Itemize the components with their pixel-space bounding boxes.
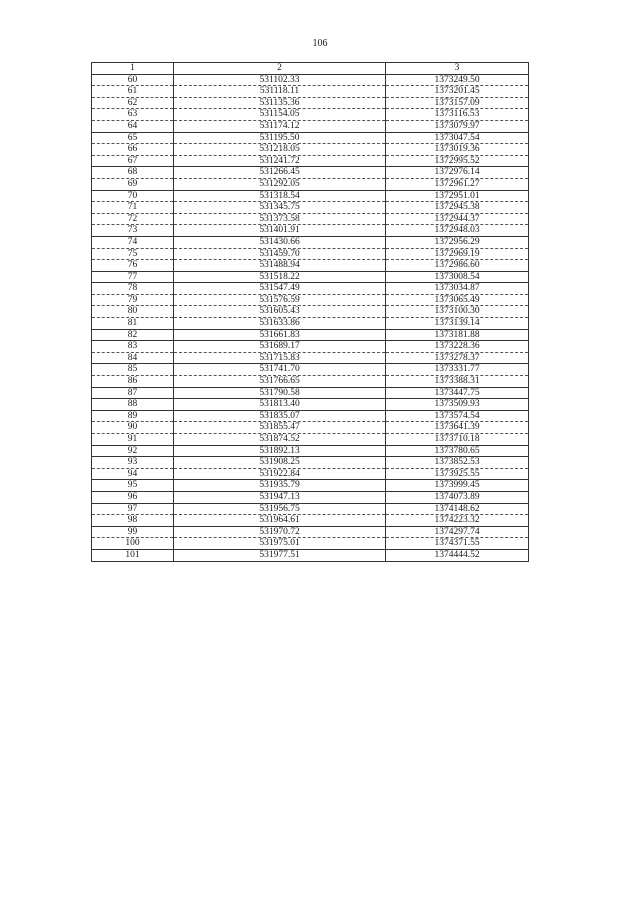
point-number-cell: 90 [92,422,174,434]
x-coordinate-cell: 531661.83 [174,329,386,341]
x-coordinate-cell: 531835.07 [174,410,386,422]
x-coordinate-cell: 531874.52 [174,434,386,446]
point-number-cell: 64 [92,120,174,132]
x-coordinate-cell: 531266.45 [174,167,386,179]
point-number-cell: 95 [92,480,174,492]
point-number-cell: 99 [92,526,174,538]
y-coordinate-cell: 1372944.37 [386,213,529,225]
x-coordinate-cell: 531318.54 [174,190,386,202]
point-number-cell: 67 [92,155,174,167]
table-row [92,399,529,411]
y-coordinate-cell: 1374148.62 [386,503,529,515]
x-coordinate-cell: 531576.59 [174,294,386,306]
table-row [92,74,529,86]
table-row [92,120,529,132]
point-number-cell: 100 [92,538,174,550]
y-coordinate-cell: 1373157.09 [386,97,529,109]
point-number-cell: 96 [92,491,174,503]
y-coordinate-cell: 1373065.49 [386,294,529,306]
x-coordinate-cell: 531715.83 [174,352,386,364]
table-row [92,480,529,492]
y-coordinate-cell: 1372969.19 [386,248,529,260]
x-coordinate-cell: 531813.40 [174,399,386,411]
y-coordinate-cell: 1373139.14 [386,318,529,330]
x-coordinate-cell: 531970.72 [174,526,386,538]
x-coordinate-cell: 531908.25 [174,457,386,469]
table-row [92,190,529,202]
table-row [92,410,529,422]
point-number-cell: 97 [92,503,174,515]
y-coordinate-cell: 1372948.03 [386,225,529,237]
x-coordinate-cell: 531518.22 [174,271,386,283]
point-number-cell: 87 [92,387,174,399]
point-number-cell: 68 [92,167,174,179]
x-coordinate-cell: 531855.47 [174,422,386,434]
y-coordinate-cell: 1372961.27 [386,178,529,190]
table-row [92,515,529,527]
x-coordinate-cell: 531241.72 [174,155,386,167]
column-header-3: 3 [386,63,529,75]
point-number-cell: 94 [92,468,174,480]
y-coordinate-cell: 1374073.89 [386,491,529,503]
y-coordinate-cell: 1373388.31 [386,376,529,388]
table-row [92,225,529,237]
page-number: 106 [312,38,328,49]
point-number-cell: 83 [92,341,174,353]
y-coordinate-cell: 1373331.77 [386,364,529,376]
point-number-cell: 85 [92,364,174,376]
x-coordinate-cell: 531947.13 [174,491,386,503]
x-coordinate-cell: 531459.70 [174,248,386,260]
x-coordinate-cell: 531373.58 [174,213,386,225]
table-row [92,364,529,376]
point-number-cell: 72 [92,213,174,225]
table-row [92,97,529,109]
point-number-cell: 76 [92,260,174,272]
x-coordinate-cell: 531292.05 [174,178,386,190]
x-coordinate-cell: 531345.75 [174,202,386,214]
y-coordinate-cell: 1373201.45 [386,86,529,98]
x-coordinate-cell: 531547.49 [174,283,386,295]
x-coordinate-cell: 531605.43 [174,306,386,318]
x-coordinate-cell: 531892.13 [174,445,386,457]
y-coordinate-cell: 1374297.74 [386,526,529,538]
point-number-cell: 86 [92,376,174,388]
y-coordinate-cell: 1374371.55 [386,538,529,550]
y-coordinate-cell: 1373116.53 [386,109,529,121]
table-row [92,549,529,561]
table-row [92,271,529,283]
table-row [92,144,529,156]
x-coordinate-cell: 531964.61 [174,515,386,527]
x-coordinate-cell: 531790.58 [174,387,386,399]
point-number-cell: 77 [92,271,174,283]
point-number-cell: 75 [92,248,174,260]
coordinates-table [91,62,529,562]
y-coordinate-cell: 1372951.01 [386,190,529,202]
point-number-cell: 63 [92,109,174,121]
point-number-cell: 91 [92,434,174,446]
table-row [92,236,529,248]
x-coordinate-cell: 531977.51 [174,549,386,561]
table-row [92,434,529,446]
y-coordinate-cell: 1374444.52 [386,549,529,561]
x-coordinate-cell: 531135.36 [174,97,386,109]
x-coordinate-cell: 531633.86 [174,318,386,330]
point-number-cell: 62 [92,97,174,109]
y-coordinate-cell: 1372976.14 [386,167,529,179]
table-row [92,538,529,550]
y-coordinate-cell: 1373008.54 [386,271,529,283]
x-coordinate-cell: 531401.91 [174,225,386,237]
table-row [92,260,529,272]
y-coordinate-cell: 1373999.45 [386,480,529,492]
point-number-cell: 98 [92,515,174,527]
table-row [92,352,529,364]
table-row [92,155,529,167]
point-number-cell: 70 [92,190,174,202]
table-row [92,318,529,330]
table-row [92,202,529,214]
y-coordinate-cell: 1373852.53 [386,457,529,469]
y-coordinate-cell: 1373100.30 [386,306,529,318]
table-row [92,503,529,515]
x-coordinate-cell: 531956.75 [174,503,386,515]
point-number-cell: 89 [92,410,174,422]
point-number-cell: 80 [92,306,174,318]
y-coordinate-cell: 1373780.65 [386,445,529,457]
x-coordinate-cell: 531118.11 [174,86,386,98]
point-number-cell: 81 [92,318,174,330]
table-row [92,294,529,306]
x-coordinate-cell: 531102.33 [174,74,386,86]
table-row [92,283,529,295]
x-coordinate-cell: 531766.65 [174,376,386,388]
table-row [92,86,529,98]
y-coordinate-cell: 1373447.75 [386,387,529,399]
table-row [92,468,529,480]
y-coordinate-cell: 1373509.93 [386,399,529,411]
x-coordinate-cell: 531488.94 [174,260,386,272]
table-row [92,109,529,121]
point-number-cell: 88 [92,399,174,411]
y-coordinate-cell: 1372995.52 [386,155,529,167]
point-number-cell: 93 [92,457,174,469]
table-body [92,74,529,561]
table-row [92,132,529,144]
y-coordinate-cell: 1373228.36 [386,341,529,353]
point-number-cell: 82 [92,329,174,341]
x-coordinate-cell: 531218.05 [174,144,386,156]
column-header-1: 1 [92,63,174,75]
point-number-cell: 101 [92,549,174,561]
table-row [92,422,529,434]
x-coordinate-cell: 531975.01 [174,538,386,550]
y-coordinate-cell: 1372945.38 [386,202,529,214]
table-row [92,526,529,538]
y-coordinate-cell: 1373641.39 [386,422,529,434]
table-row [92,376,529,388]
y-coordinate-cell: 1373034.87 [386,283,529,295]
x-coordinate-cell: 531689.17 [174,341,386,353]
y-coordinate-cell: 1373574.54 [386,410,529,422]
column-header-2: 2 [174,63,386,75]
point-number-cell: 65 [92,132,174,144]
table-row [92,329,529,341]
table-row [92,306,529,318]
x-coordinate-cell: 531154.05 [174,109,386,121]
table-row [92,387,529,399]
y-coordinate-cell: 1373181.88 [386,329,529,341]
point-number-cell: 74 [92,236,174,248]
y-coordinate-cell: 1373710.18 [386,434,529,446]
table-row [92,491,529,503]
x-coordinate-cell: 531922.84 [174,468,386,480]
table-row [92,457,529,469]
x-coordinate-cell: 531430.66 [174,236,386,248]
x-coordinate-cell: 531195.50 [174,132,386,144]
table-row [92,167,529,179]
table-row [92,248,529,260]
point-number-cell: 92 [92,445,174,457]
point-number-cell: 66 [92,144,174,156]
table-row [92,213,529,225]
point-number-cell: 73 [92,225,174,237]
y-coordinate-cell: 1373925.55 [386,468,529,480]
x-coordinate-cell: 531741.70 [174,364,386,376]
point-number-cell: 79 [92,294,174,306]
y-coordinate-cell: 1373079.97 [386,120,529,132]
point-number-cell: 61 [92,86,174,98]
y-coordinate-cell: 1372986.60 [386,260,529,272]
point-number-cell: 60 [92,74,174,86]
table-header-row [92,63,529,75]
table-row [92,445,529,457]
table-row [92,341,529,353]
point-number-cell: 84 [92,352,174,364]
table-row [92,178,529,190]
x-coordinate-cell: 531935.79 [174,480,386,492]
y-coordinate-cell: 1373019.36 [386,144,529,156]
point-number-cell: 69 [92,178,174,190]
x-coordinate-cell: 531174.12 [174,120,386,132]
point-number-cell: 78 [92,283,174,295]
y-coordinate-cell: 1373278.37 [386,352,529,364]
y-coordinate-cell: 1373249.50 [386,74,529,86]
y-coordinate-cell: 1373047.54 [386,132,529,144]
y-coordinate-cell: 1374223.32 [386,515,529,527]
y-coordinate-cell: 1372956.29 [386,236,529,248]
point-number-cell: 71 [92,202,174,214]
